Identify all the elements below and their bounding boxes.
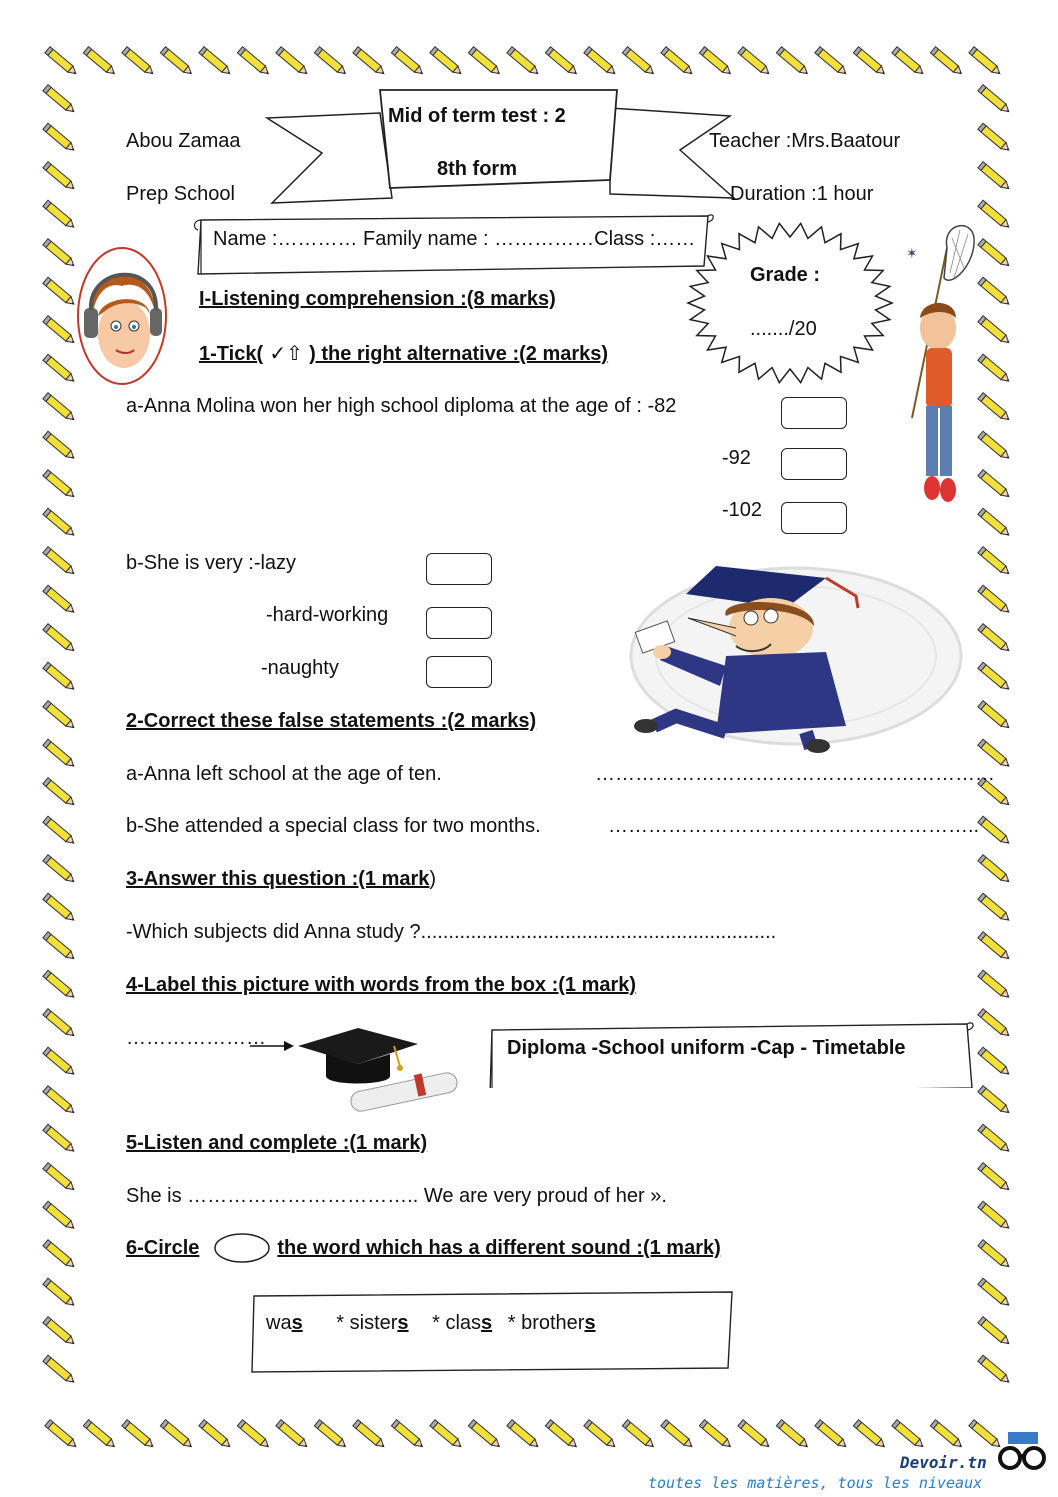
pencil-icon — [43, 393, 76, 423]
pencil-icon — [468, 1420, 501, 1450]
pencil-icon — [776, 47, 809, 77]
q2a-statement: a-Anna left school at the age of ten. — [126, 763, 442, 785]
pencil-icon — [545, 47, 578, 77]
pencil-icon — [776, 1420, 809, 1450]
q1a-checkbox-92[interactable] — [781, 448, 847, 480]
pencil-icon — [507, 1420, 540, 1450]
pencil-icon — [969, 47, 1002, 77]
pencil-icon — [815, 47, 848, 77]
arrow-icon — [250, 1038, 295, 1054]
pencil-icon — [43, 547, 76, 577]
pencil-icon — [160, 47, 193, 77]
word-was[interactable]: was — [266, 1312, 303, 1334]
q6-words: was * sisters * class * brothers — [266, 1312, 596, 1334]
pencil-icon — [83, 47, 116, 77]
pencil-icon — [661, 47, 694, 77]
q5-title: 5-Listen and complete :(1 mark) — [126, 1132, 428, 1154]
pencil-icon — [978, 701, 1011, 731]
pencil-icon — [314, 1420, 347, 1450]
cap-and-diploma-image — [290, 1022, 470, 1112]
pencil-icon — [978, 816, 1011, 846]
pencil-icon — [43, 816, 76, 846]
pencil-icon — [430, 1420, 463, 1450]
pencil-icon — [43, 855, 76, 885]
pencil-icon — [738, 1420, 771, 1450]
teacher-name: Teacher :Mrs.Baatour — [709, 130, 901, 152]
pencil-icon — [978, 1201, 1011, 1231]
pencil-icon — [43, 585, 76, 615]
pencil-icon — [43, 1317, 76, 1347]
section-title-listening: I-Listening comprehension :(8 marks) — [199, 288, 556, 310]
pencil-icon — [43, 1355, 76, 1385]
pencil-icon — [43, 508, 76, 538]
pencil-icon — [584, 47, 617, 77]
pencil-icon — [43, 200, 76, 230]
pencil-icon — [978, 1355, 1011, 1385]
word-brothers[interactable]: brothers — [521, 1312, 596, 1334]
pencil-icon — [978, 123, 1011, 153]
q2b-statement: b-She attended a special class for two months. — [126, 815, 541, 837]
pencil-icon — [43, 239, 76, 269]
pencil-icon — [43, 893, 76, 923]
pencil-icon — [507, 47, 540, 77]
pencil-icon — [43, 85, 76, 115]
q1-title: 1-Tick( ✓⇧ ) the right alternative :(2 marks) — [199, 343, 609, 365]
pencil-icon — [978, 393, 1011, 423]
q1b-question: b-She is very :-lazy — [126, 552, 297, 574]
pencil-icon — [978, 316, 1011, 346]
pencil-icon — [853, 47, 886, 77]
pencil-icon — [43, 701, 76, 731]
pencil-icon — [43, 1163, 76, 1193]
pencil-icon — [43, 624, 76, 654]
pencil-icon — [978, 277, 1011, 307]
pencil-icon — [892, 1420, 925, 1450]
q4-label-blank[interactable]: ………………… — [126, 1027, 266, 1049]
pencil-icon — [978, 662, 1011, 692]
pencil-icon — [160, 1420, 193, 1450]
q2a-answer-line[interactable]: …………………………………………………… — [595, 763, 995, 785]
pencil-icon — [978, 932, 1011, 962]
pencil-icon — [468, 47, 501, 77]
q5-sentence[interactable]: She is …………………………….. We are very proud of her ». — [126, 1185, 667, 1207]
name-line: Name :………… Family name : ……………Class :…… — [213, 228, 696, 250]
pencil-icon — [43, 1240, 76, 1270]
pencil-icon — [699, 47, 732, 77]
q1b-checkbox-lazy[interactable] — [426, 553, 492, 585]
q6-title: 6-Circle the word which has a different sound :(1 mark) — [126, 1237, 721, 1259]
q1b-option-hard-working: -hard-working — [266, 604, 389, 626]
pencil-icon — [43, 1201, 76, 1231]
pencil-icon — [978, 1278, 1011, 1308]
q4-title: 4-Label this picture with words from the box :(1 mark) — [126, 974, 637, 996]
q2-title: 2-Correct these false statements :(2 marks) — [126, 710, 537, 732]
pencil-icon — [43, 354, 76, 384]
pencil-icon — [391, 47, 424, 77]
q1a-checkbox-102[interactable] — [781, 502, 847, 534]
grade-value: ......./20 — [750, 318, 817, 340]
footer-brand[interactable]: Devoir.tn — [900, 1453, 987, 1472]
pencil-icon — [276, 1420, 309, 1450]
q1a-question: a-Anna Molina won her high school diploma at the age of : -82 — [126, 395, 677, 417]
q1b-checkbox-hard-working[interactable] — [426, 607, 492, 639]
pencil-icon — [853, 1420, 886, 1450]
pencil-icon — [43, 932, 76, 962]
school-name: Abou Zamaa — [126, 130, 241, 152]
pencil-icon — [43, 1124, 76, 1154]
circle-symbol-icon — [213, 1232, 271, 1264]
pencil-icon — [892, 47, 925, 77]
q1b-checkbox-naughty[interactable] — [426, 656, 492, 688]
pencil-icon — [276, 47, 309, 77]
grade-label: Grade : — [750, 264, 821, 286]
pencil-icon — [43, 1086, 76, 1116]
pencil-icon — [237, 1420, 270, 1450]
pencil-icon — [43, 778, 76, 808]
pencil-icon — [978, 162, 1011, 192]
pencil-icon — [978, 624, 1011, 654]
pencil-icon — [353, 1420, 386, 1450]
q2b-answer-line[interactable]: ……………………………………………….. — [608, 815, 980, 837]
pencil-icon — [930, 47, 963, 77]
glasses-logo-icon — [994, 1430, 1050, 1474]
pencil-icon — [978, 1086, 1011, 1116]
pencil-icon — [43, 316, 76, 346]
pencil-icon — [45, 47, 78, 77]
graduate-girl-image — [596, 556, 966, 756]
pencil-icon — [978, 893, 1011, 923]
pencil-icon — [353, 47, 386, 77]
pencil-icon — [43, 277, 76, 307]
pencil-icon — [978, 200, 1011, 230]
pencil-icon — [978, 1047, 1011, 1077]
pencil-icon — [43, 162, 76, 192]
q3-question[interactable]: -Which subjects did Anna study ?................................................................ — [126, 921, 777, 943]
listening-boy-image — [74, 246, 170, 386]
q1b-option-naughty: -naughty — [261, 657, 339, 679]
pencil-icon — [978, 239, 1011, 269]
q1a-option-102: -102 — [722, 499, 763, 521]
pencil-icon — [978, 508, 1011, 538]
pencil-icon — [699, 1420, 732, 1450]
form-level: 8th form — [437, 158, 517, 180]
word-box: Diploma -School uniform -Cap - Timetable — [507, 1037, 906, 1059]
footer-tagline: toutes les matières, tous les niveaux — [648, 1474, 983, 1492]
pencil-icon — [45, 1420, 78, 1450]
pencil-icon — [43, 123, 76, 153]
pencil-icon — [978, 970, 1011, 1000]
pencil-icon — [43, 970, 76, 1000]
pencil-icon — [978, 1240, 1011, 1270]
pencil-icon — [815, 1420, 848, 1450]
school-type: Prep School — [126, 183, 235, 205]
pencil-icon — [978, 1163, 1011, 1193]
q1a-checkbox-82[interactable] — [781, 397, 847, 429]
pencil-icon — [738, 47, 771, 77]
pencil-icon — [43, 470, 76, 500]
pencil-icon — [199, 47, 232, 77]
pencil-icon — [978, 431, 1011, 461]
pencil-icon — [43, 1278, 76, 1308]
pencil-icon — [978, 85, 1011, 115]
q1a-option-92: -92 — [722, 447, 751, 469]
test-title: Mid of term test : 2 — [388, 105, 566, 127]
pencil-icon — [122, 1420, 155, 1450]
pencil-icon — [978, 354, 1011, 384]
pencil-icon — [978, 1124, 1011, 1154]
pencil-icon — [978, 470, 1011, 500]
pencil-icon — [978, 855, 1011, 885]
word-sisters[interactable]: sisters — [349, 1312, 409, 1334]
pencil-icon — [43, 662, 76, 692]
pencil-icon — [43, 431, 76, 461]
svg-text:✶: ✶ — [906, 245, 918, 261]
boy-with-net-image — [902, 218, 982, 518]
pencil-icon — [978, 547, 1011, 577]
pencil-icon — [661, 1420, 694, 1450]
grade-starburst — [680, 218, 900, 388]
pencil-icon — [43, 739, 76, 769]
pencil-icon — [978, 1317, 1011, 1347]
pencil-icon — [43, 1047, 76, 1077]
pencil-icon — [43, 1009, 76, 1039]
pencil-icon — [622, 47, 655, 77]
pencil-icon — [545, 1420, 578, 1450]
pencil-icon — [584, 1420, 617, 1450]
pencil-icon — [199, 1420, 232, 1450]
tick-icon: ✓⇧ — [269, 343, 303, 365]
pencil-icon — [122, 47, 155, 77]
pencil-icon — [622, 1420, 655, 1450]
q3-title: 3-Answer this question :(1 mark) — [126, 868, 437, 890]
pencil-icon — [978, 1009, 1011, 1039]
pencil-icon — [237, 47, 270, 77]
pencil-icon — [314, 47, 347, 77]
word-class[interactable]: class — [445, 1312, 493, 1334]
pencil-icon — [430, 47, 463, 77]
duration: Duration :1 hour — [730, 183, 874, 205]
pencil-icon — [391, 1420, 424, 1450]
pencil-icon — [978, 585, 1011, 615]
pencil-icon — [83, 1420, 116, 1450]
pencil-icon — [930, 1420, 963, 1450]
